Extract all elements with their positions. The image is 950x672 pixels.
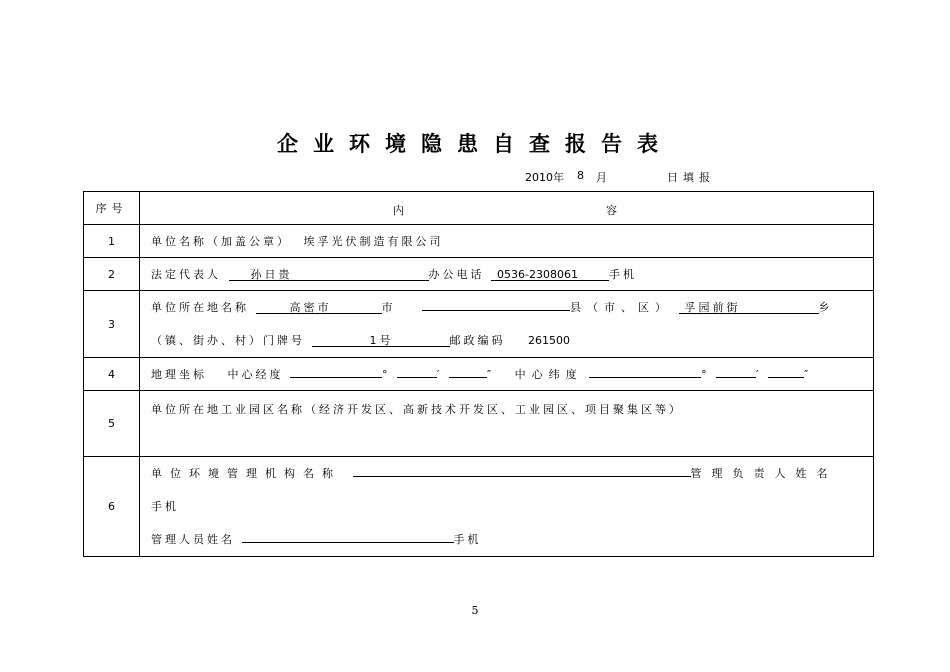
town-label: 乡 [818,301,833,314]
postal-code-label: 邮政编码 [449,334,506,347]
date-year: 2010年 [525,171,564,184]
address-label: 单位所在地名称 [151,301,249,314]
date-month-value: 8 [577,169,584,182]
row-number: 4 [84,358,140,391]
row-number: 2 [84,258,140,291]
table-row [84,258,874,291]
longitude-deg-input[interactable] [290,366,382,378]
table-row [84,291,874,358]
header-seq: 序号 [84,192,140,225]
row-number: 6 [84,457,140,557]
staff-name-label: 管理人员姓名 [151,533,235,546]
page-number: 5 [471,604,479,617]
date-month-label: 月 [596,171,607,184]
header-content-left: 内 [393,204,404,217]
industrial-park-label: 单位所在地工业园区名称（经济开发区、高新技术开发区、工业园区、项目聚集区等） [151,403,683,416]
city-value[interactable]: 高密市 [256,302,382,314]
longitude-min-input[interactable] [397,366,437,378]
row-number: 3 [84,291,140,358]
legal-rep-label: 法定代表人 [151,268,221,281]
county-blank[interactable] [422,299,570,311]
row-industrial-park [140,391,874,457]
table-row [84,358,874,391]
street-value[interactable]: 孚园前街 [679,302,819,314]
min-symbol: ′ [437,368,443,381]
city-label: 市 [381,301,396,314]
deg-symbol: ° [382,368,391,381]
county-label: 县（市、区） [570,301,672,314]
table-row [84,457,874,557]
min-symbol: ′ [756,368,762,381]
manager-name-label: 管理负责人姓名 [690,467,838,480]
latitude-min-input[interactable] [716,366,756,378]
sec-symbol: ″ [487,368,495,381]
row-env-management [140,457,874,557]
env-org-input[interactable] [353,465,691,477]
legal-rep-value[interactable]: 孙日贵 [229,269,429,281]
office-phone-label: 办公电话 [428,268,485,281]
manager-mobile-label: 手机 [151,500,179,513]
table-row [84,225,874,258]
row-coordinates [140,358,874,391]
latitude-label: 中心纬度 [514,368,583,381]
longitude-sec-input[interactable] [449,366,487,378]
env-org-label: 单位环境管理机构名称 [151,467,341,480]
town-suffix-label: （镇、街办、村）门牌号 [151,334,305,347]
row-number: 5 [84,391,140,457]
coordinates-label: 地理坐标 [151,368,207,381]
report-table [83,191,874,557]
longitude-label: 中心经度 [227,368,284,381]
row-unit-name [140,225,874,258]
table-row [84,391,874,457]
latitude-deg-input[interactable] [589,366,701,378]
office-phone-value[interactable]: 0536-2308061 [491,269,609,281]
header-content [140,192,874,225]
row-legal-rep [140,258,874,291]
latitude-sec-input[interactable] [768,366,804,378]
header-content-right: 容 [606,204,617,217]
table-header-row [84,192,874,225]
deg-symbol: ° [701,368,710,381]
unit-name-value[interactable]: 埃孚光伏制造有限公司 [303,235,444,248]
page-title: 企业环境隐患自查报告表 [277,132,673,156]
mobile-label: 手机 [609,268,637,281]
staff-name-input[interactable] [242,531,454,543]
date-day-label: 日填报 [667,171,715,184]
staff-mobile-label: 手机 [453,533,482,546]
row-number: 1 [84,225,140,258]
row-address [140,291,874,358]
sec-symbol: ″ [804,368,812,381]
door-number-value[interactable]: 1号 [312,335,450,347]
fill-date-line [0,169,950,185]
unit-name-label: 单位名称（加盖公章） [151,235,291,248]
postal-code-value[interactable]: 261500 [528,334,570,347]
